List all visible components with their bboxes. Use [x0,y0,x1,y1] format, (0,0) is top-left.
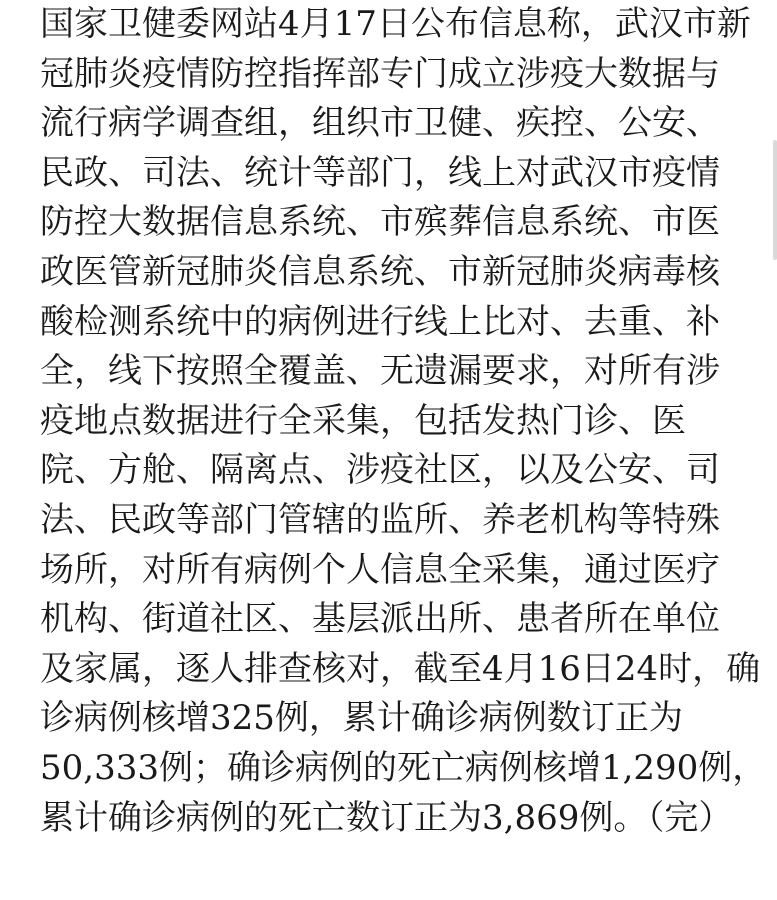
article-line: 诊病例核增325例，累计确诊病例数订正为 [40,698,683,739]
article-line: 机构、街道社区、基层派出所、患者所在单位 [40,599,720,640]
article-line: 累计确诊病例的死亡数订正为3,869例。（完） [40,797,733,838]
article-line: 院、方舱、隔离点、涉疫社区，以及公安、司 [40,450,720,491]
article-line: 民政、司法、统计等部门，线上对武汉市疫情 [40,152,720,193]
article-body [40,0,767,843]
article-line: 冠肺炎疫情防控指挥部专门成立涉疫大数据与 [40,53,720,94]
article-line: 50,333例；确诊病例的死亡病例核增1,290例， [40,747,767,788]
article-line: 法、民政等部门管辖的监所、养老机构等特殊 [40,499,720,540]
article-line: 及家属，逐人排查核对，截至4月16日24时，确 [40,648,761,689]
scrollbar-thumb[interactable] [773,140,777,260]
article-line: 国家卫健委网站4月17日公布信息称，武汉市新 [40,4,751,44]
article-line: 全，线下按照全覆盖、无遗漏要求，对所有涉 [40,351,720,392]
article-line: 疫地点数据进行全采集，包括发热门诊、医 [40,400,686,441]
article-line: 政医管新冠肺炎信息系统、市新冠肺炎病毒核 [40,251,720,292]
article-line: 流行病学调查组，组织市卫健、疾控、公安、 [40,103,720,144]
article-line: 场所，对所有病例个人信息全采集，通过医疗 [40,549,720,590]
article-line: 酸检测系统中的病例进行线上比对、去重、补 [40,301,720,342]
article-line: 防控大数据信息系统、市殡葬信息系统、市医 [40,202,720,243]
